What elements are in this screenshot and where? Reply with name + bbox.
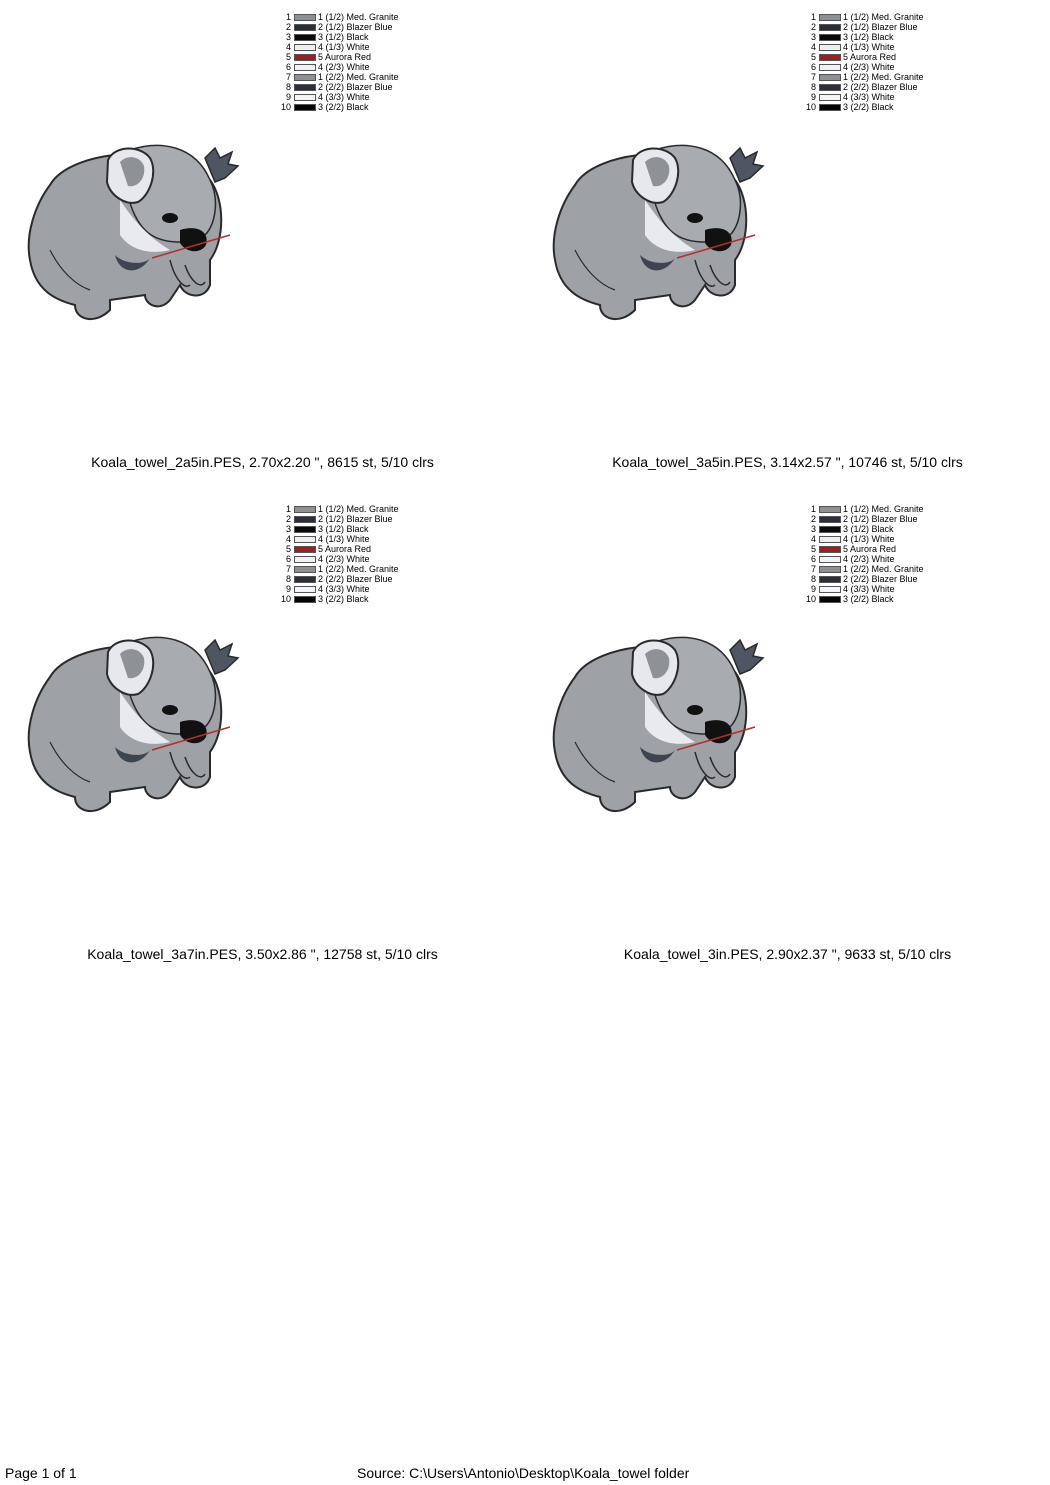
color-swatch	[819, 44, 841, 51]
color-swatch	[819, 576, 841, 583]
legend-label: 4 (2/3) White	[318, 554, 370, 564]
legend-label: 4 (2/3) White	[843, 62, 895, 72]
legend-row	[280, 574, 399, 584]
color-swatch	[819, 586, 841, 593]
legend-row	[805, 82, 924, 92]
legend-row	[805, 92, 924, 102]
legend-number: 7	[285, 564, 291, 574]
legend-row	[280, 514, 399, 524]
legend-number: 8	[285, 82, 291, 92]
legend-label: 5 Aurora Red	[318, 52, 372, 62]
koala-embroidery-image	[545, 632, 775, 822]
legend-row	[280, 82, 399, 92]
legend-label: 3 (2/2) Black	[843, 102, 894, 112]
color-swatch	[819, 526, 841, 533]
koala-embroidery-image	[20, 632, 250, 822]
legend-label: 4 (3/3) White	[318, 584, 370, 594]
legend-number: 6	[285, 62, 291, 72]
color-swatch	[819, 54, 841, 61]
color-swatch	[294, 506, 316, 513]
legend-label: 1 (2/2) Med. Granite	[318, 72, 399, 82]
legend-row	[280, 52, 399, 62]
color-swatch	[294, 44, 316, 51]
legend-number: 3	[285, 32, 291, 42]
legend-row	[805, 62, 924, 72]
koala-embroidery-image	[545, 140, 775, 330]
color-swatch	[819, 34, 841, 41]
color-swatch	[819, 516, 841, 523]
legend-label: 4 (3/3) White	[843, 584, 895, 594]
legend-row	[805, 594, 924, 604]
legend-number: 5	[285, 544, 291, 554]
legend-number: 3	[810, 524, 816, 534]
legend-number: 6	[810, 554, 816, 564]
design-caption: Koala_towel_2a5in.PES, 2.70x2.20 ", 8615 st, 5/10 clrs	[91, 454, 434, 470]
legend-row	[805, 72, 924, 82]
legend-row	[280, 62, 399, 72]
color-swatch	[294, 74, 316, 81]
legend-row	[280, 544, 399, 554]
legend-row	[805, 32, 924, 42]
legend-label: 4 (2/3) White	[843, 554, 895, 564]
legend-label: 1 (2/2) Med. Granite	[843, 72, 924, 82]
thread-color-legend	[280, 504, 399, 604]
legend-label: 5 Aurora Red	[843, 52, 897, 62]
legend-number: 7	[810, 72, 816, 82]
legend-label: 2 (1/2) Blazer Blue	[843, 514, 918, 524]
legend-label: 5 Aurora Red	[318, 544, 372, 554]
color-swatch	[294, 14, 316, 21]
color-swatch	[294, 566, 316, 573]
legend-row	[280, 584, 399, 594]
legend-row	[280, 102, 399, 112]
color-swatch	[819, 24, 841, 31]
legend-number: 4	[810, 534, 816, 544]
legend-row	[280, 554, 399, 564]
legend-row	[280, 32, 399, 42]
legend-row	[280, 12, 399, 22]
color-swatch	[819, 104, 841, 111]
legend-label: 4 (1/3) White	[318, 42, 370, 52]
source-path: Source: C:\Users\Antonio\Desktop\Koala_towel folder	[357, 1465, 690, 1481]
color-swatch	[294, 516, 316, 523]
legend-row	[805, 22, 924, 32]
legend-label: 2 (2/2) Blazer Blue	[318, 82, 393, 92]
legend-number: 9	[810, 92, 816, 102]
design-block	[525, 0, 1050, 492]
thread-color-legend	[805, 504, 924, 604]
legend-label: 1 (1/2) Med. Granite	[843, 504, 924, 514]
color-swatch	[294, 546, 316, 553]
color-swatch	[294, 84, 316, 91]
legend-number: 10	[280, 594, 291, 604]
legend-row	[280, 534, 399, 544]
legend-number: 8	[810, 574, 816, 584]
color-swatch	[294, 24, 316, 31]
legend-row	[280, 72, 399, 82]
legend-label: 4 (3/3) White	[843, 92, 895, 102]
legend-label: 2 (2/2) Blazer Blue	[318, 574, 393, 584]
legend-number: 5	[810, 544, 816, 554]
legend-number: 6	[285, 554, 291, 564]
design-caption: Koala_towel_3in.PES, 2.90x2.37 ", 9633 st, 5/10 clrs	[623, 946, 952, 962]
color-swatch	[294, 596, 316, 603]
legend-number: 10	[805, 594, 816, 604]
legend-label: 1 (2/2) Med. Granite	[843, 564, 924, 574]
color-swatch	[294, 54, 316, 61]
legend-number: 2	[810, 22, 816, 32]
legend-number: 7	[285, 72, 291, 82]
legend-number: 3	[285, 524, 291, 534]
koala-embroidery-image	[20, 140, 250, 330]
color-swatch	[819, 506, 841, 513]
legend-number: 10	[805, 102, 816, 112]
legend-label: 4 (1/3) White	[318, 534, 370, 544]
legend-row	[805, 514, 924, 524]
legend-number: 1	[810, 12, 816, 22]
legend-number: 5	[285, 52, 291, 62]
color-swatch	[819, 74, 841, 81]
legend-row	[805, 574, 924, 584]
legend-label: 1 (1/2) Med. Granite	[318, 12, 399, 22]
design-caption: Koala_towel_3a5in.PES, 3.14x2.57 ", 10746 st, 5/10 clrs	[612, 454, 963, 470]
legend-row	[805, 564, 924, 574]
legend-row	[280, 504, 399, 514]
legend-number: 9	[285, 584, 291, 594]
legend-label: 4 (3/3) White	[318, 92, 370, 102]
legend-row	[805, 102, 924, 112]
legend-label: 1 (1/2) Med. Granite	[318, 504, 399, 514]
legend-label: 2 (2/2) Blazer Blue	[843, 574, 918, 584]
color-swatch	[819, 64, 841, 71]
legend-number: 5	[810, 52, 816, 62]
legend-number: 2	[285, 22, 291, 32]
color-swatch	[294, 536, 316, 543]
color-swatch	[819, 596, 841, 603]
legend-number: 4	[810, 42, 816, 52]
legend-row	[805, 584, 924, 594]
legend-row	[280, 594, 399, 604]
color-swatch	[294, 526, 316, 533]
legend-number: 1	[810, 504, 816, 514]
legend-number: 4	[285, 42, 291, 52]
legend-number: 9	[810, 584, 816, 594]
legend-label: 4 (1/3) White	[843, 42, 895, 52]
legend-label: 4 (2/3) White	[318, 62, 370, 72]
legend-label: 3 (2/2) Black	[843, 594, 894, 604]
legend-label: 3 (1/2) Black	[843, 524, 894, 534]
color-swatch	[819, 536, 841, 543]
design-block	[0, 492, 525, 984]
legend-label: 2 (1/2) Blazer Blue	[843, 22, 918, 32]
legend-number: 2	[810, 514, 816, 524]
legend-label: 1 (2/2) Med. Granite	[318, 564, 399, 574]
design-caption: Koala_towel_3a7in.PES, 3.50x2.86 ", 12758 st, 5/10 clrs	[87, 946, 438, 962]
legend-row	[280, 22, 399, 32]
design-block	[0, 0, 525, 492]
legend-number: 1	[285, 504, 291, 514]
legend-number: 1	[285, 12, 291, 22]
thread-color-legend	[805, 12, 924, 112]
legend-label: 5 Aurora Red	[843, 544, 897, 554]
legend-row	[805, 12, 924, 22]
legend-row	[805, 544, 924, 554]
legend-number: 9	[285, 92, 291, 102]
legend-number: 6	[810, 62, 816, 72]
legend-label: 2 (2/2) Blazer Blue	[843, 82, 918, 92]
legend-row	[805, 42, 924, 52]
legend-row	[280, 42, 399, 52]
color-swatch	[819, 556, 841, 563]
legend-number: 10	[280, 102, 291, 112]
legend-label: 3 (1/2) Black	[318, 524, 369, 534]
legend-row	[805, 52, 924, 62]
thread-color-legend	[280, 12, 399, 112]
legend-row	[805, 534, 924, 544]
legend-number: 4	[285, 534, 291, 544]
color-swatch	[819, 84, 841, 91]
color-swatch	[294, 64, 316, 71]
color-swatch	[294, 556, 316, 563]
legend-row	[805, 554, 924, 564]
legend-row	[805, 504, 924, 514]
legend-label: 3 (1/2) Black	[318, 32, 369, 42]
legend-number: 8	[810, 82, 816, 92]
page-number: Page 1 of 1	[5, 1465, 77, 1481]
legend-label: 3 (2/2) Black	[318, 102, 369, 112]
color-swatch	[294, 586, 316, 593]
legend-row	[280, 92, 399, 102]
legend-label: 2 (1/2) Blazer Blue	[318, 22, 393, 32]
color-swatch	[294, 94, 316, 101]
legend-row	[280, 564, 399, 574]
legend-label: 1 (1/2) Med. Granite	[843, 12, 924, 22]
legend-number: 8	[285, 574, 291, 584]
legend-label: 3 (1/2) Black	[843, 32, 894, 42]
color-swatch	[294, 576, 316, 583]
legend-label: 2 (1/2) Blazer Blue	[318, 514, 393, 524]
legend-label: 3 (2/2) Black	[318, 594, 369, 604]
color-swatch	[819, 566, 841, 573]
color-swatch	[294, 34, 316, 41]
legend-row	[805, 524, 924, 534]
design-block	[525, 492, 1050, 984]
legend-number: 3	[810, 32, 816, 42]
color-swatch	[819, 94, 841, 101]
color-swatch	[294, 104, 316, 111]
legend-label: 4 (1/3) White	[843, 534, 895, 544]
color-swatch	[819, 14, 841, 21]
legend-number: 7	[810, 564, 816, 574]
legend-row	[280, 524, 399, 534]
legend-number: 2	[285, 514, 291, 524]
color-swatch	[819, 546, 841, 553]
